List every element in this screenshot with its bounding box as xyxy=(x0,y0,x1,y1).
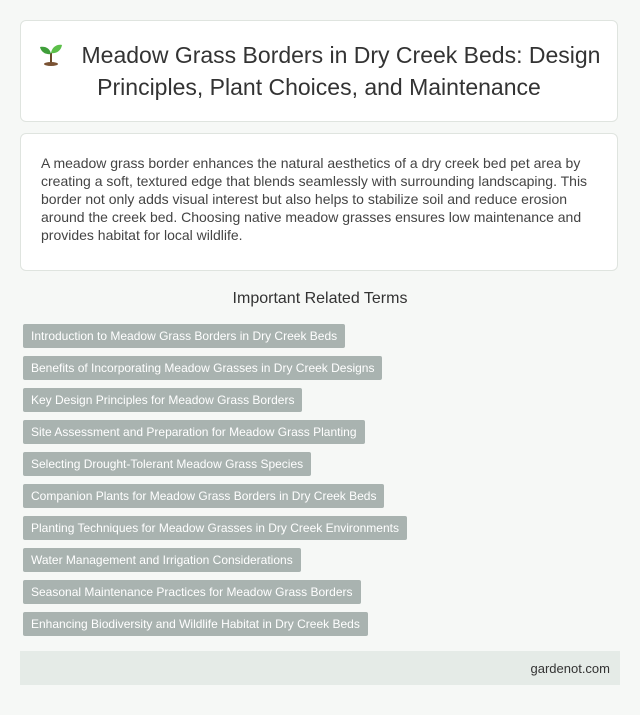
related-terms-list xyxy=(23,324,618,644)
page-title-text: Meadow Grass Borders in Dry Creek Beds: Design Principles, Plant Choices, and Maintenance xyxy=(81,42,601,100)
footer-site-link[interactable]: gardenot.com xyxy=(530,660,610,676)
description-text: A meadow grass border enhances the natural aesthetics of a dry creek bed pet area by creating a soft, textured edge that blends seamlessly with surrounding landscaping. This border not only adds visual interest but also helps to stabilize soil and reduce erosion around the creek bed. Choosing native meadow grasses ensures low maintenance and provides habitat for local wildlife. xyxy=(41,155,588,243)
footer xyxy=(20,651,620,685)
related-term-link[interactable]: Seasonal Maintenance Practices for Meadow Grass Borders xyxy=(23,580,361,604)
related-terms-heading: Important Related Terms xyxy=(232,290,408,307)
page-title xyxy=(21,39,617,103)
seedling-icon xyxy=(38,42,64,66)
related-term-link[interactable]: Benefits of Incorporating Meadow Grasses in Dry Creek Designs xyxy=(23,356,382,380)
title-card xyxy=(20,20,618,122)
description-card xyxy=(20,133,618,271)
related-term-link[interactable]: Water Management and Irrigation Considerations xyxy=(23,548,301,572)
related-term-link[interactable]: Companion Plants for Meadow Grass Borders in Dry Creek Beds xyxy=(23,484,384,508)
related-term-link[interactable]: Planting Techniques for Meadow Grasses in Dry Creek Environments xyxy=(23,516,407,540)
related-term-link[interactable]: Key Design Principles for Meadow Grass Borders xyxy=(23,388,302,412)
related-term-link[interactable]: Selecting Drought-Tolerant Meadow Grass Species xyxy=(23,452,311,476)
related-term-link[interactable]: Site Assessment and Preparation for Meadow Grass Planting xyxy=(23,420,365,444)
related-term-link[interactable]: Introduction to Meadow Grass Borders in Dry Creek Beds xyxy=(23,324,345,348)
related-term-link[interactable]: Enhancing Biodiversity and Wildlife Habitat in Dry Creek Beds xyxy=(23,612,368,636)
